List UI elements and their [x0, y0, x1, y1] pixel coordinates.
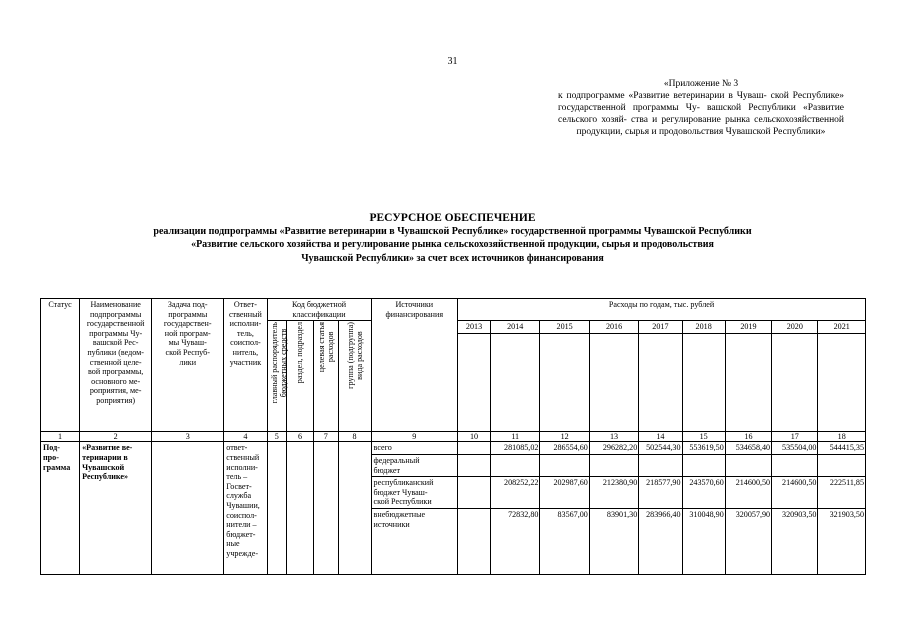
- appendix-line: ства и регулирование рынка сельскохозяйственной: [631, 115, 845, 125]
- header-year-spacer: [458, 333, 491, 431]
- text-line: государственной: [86, 319, 145, 329]
- text-line: Чувашии,: [226, 500, 260, 510]
- value-cell: 72832,80: [491, 508, 540, 574]
- text-line: ной програм-: [164, 328, 211, 338]
- text-line: ственный: [226, 452, 260, 462]
- text-line: всего: [373, 443, 392, 453]
- text-line: раздел, подраздел: [295, 322, 305, 384]
- text-line: вашской Рес-: [92, 338, 139, 348]
- program-responsible: [224, 442, 267, 575]
- text-line: классификации: [292, 309, 346, 319]
- header-sources: [371, 299, 458, 432]
- heading-title: РЕСУРСНОЕ ОБЕСПЕЧЕНИЕ: [369, 212, 536, 224]
- header-year: 2013: [458, 321, 491, 334]
- value-cell: [458, 477, 491, 509]
- funding-source: [371, 477, 458, 509]
- value-cell: 83901,30: [589, 508, 638, 574]
- column-number: 6: [287, 431, 314, 442]
- table-row: [41, 442, 866, 455]
- appendix-line: вашской Республики «Развитие сельского хозяй-: [558, 103, 845, 125]
- text-line: ской Республики: [373, 497, 432, 507]
- text-line: Чувашской: [82, 462, 125, 472]
- header-year: 2016: [589, 321, 638, 334]
- text-line: нители –: [226, 520, 257, 530]
- text-line: теринарии в: [82, 452, 128, 462]
- appendix-title: «Приложение № 3: [663, 79, 739, 89]
- header-year-spacer: [491, 333, 540, 431]
- column-number: 12: [540, 431, 589, 442]
- text-line: подпрограммы: [89, 309, 142, 319]
- header-year: 2014: [491, 321, 540, 334]
- value-cell: 320903,50: [772, 508, 818, 574]
- column-numbers-row: [41, 431, 866, 442]
- text-line: Под-: [43, 443, 60, 453]
- text-line: служба: [226, 491, 252, 501]
- text-line: государствен-: [163, 319, 212, 329]
- header-year: 2019: [725, 321, 771, 334]
- header-year-spacer: [772, 333, 818, 431]
- header-year: 2021: [818, 321, 866, 334]
- header-budget-code: [267, 299, 371, 321]
- header-status: Статус: [41, 299, 80, 432]
- header-year: 2015: [540, 321, 589, 334]
- code-target-item: [313, 442, 338, 575]
- column-number: 14: [639, 431, 682, 442]
- value-cell: 553619,50: [682, 442, 725, 455]
- text-line: бюджетных средств: [278, 328, 288, 398]
- text-line: «Развитие ве-: [82, 443, 133, 453]
- column-number: 11: [491, 431, 540, 442]
- funding-source: [371, 442, 458, 455]
- text-line: главный распорядитель: [269, 322, 279, 404]
- header-year-spacer: [682, 333, 725, 431]
- text-line: ные: [226, 539, 240, 549]
- value-cell: [725, 454, 771, 476]
- text-line: исполни-: [226, 462, 258, 472]
- text-line: Задача под-: [167, 300, 208, 309]
- text-line: соиспол-: [226, 510, 257, 520]
- text-line: ственный: [228, 309, 262, 319]
- header-section: [287, 321, 314, 432]
- value-cell: [491, 454, 540, 476]
- value-cell: 243570,60: [682, 477, 725, 509]
- text-line: учрежде-: [226, 548, 259, 558]
- value-cell: 286554,60: [540, 442, 589, 455]
- text-line: бюджет: [373, 465, 401, 475]
- page-number: 31: [447, 56, 458, 67]
- text-line: тель –: [226, 472, 248, 482]
- column-number: 1: [41, 431, 80, 442]
- appendix-line: к подпрограмме «Развитие ветеринарии в Чуваш-: [558, 91, 767, 101]
- header-budget-manager: [267, 321, 287, 432]
- text-line: Источники: [395, 300, 434, 309]
- text-line: группа (подгруппа): [345, 322, 355, 389]
- header-responsible: [224, 299, 267, 432]
- text-line: внебюджетные: [373, 509, 426, 519]
- text-line: грамма: [43, 462, 71, 472]
- header-year: 2018: [682, 321, 725, 334]
- value-cell: 534658,40: [725, 442, 771, 455]
- funding-source: [371, 454, 458, 476]
- funding-source: [371, 508, 458, 574]
- header-year: 2017: [639, 321, 682, 334]
- text-line: публики (ведом-: [87, 347, 144, 357]
- value-cell: 208252,22: [491, 477, 540, 509]
- code-budget-manager: [267, 442, 287, 575]
- text-line: источники: [373, 519, 410, 529]
- column-number: 16: [725, 431, 771, 442]
- heading-line: Чувашской Республики» за счет всех источников финансирования: [301, 252, 604, 264]
- program-status: [41, 442, 80, 575]
- text-line: нитель,: [232, 347, 259, 357]
- text-line: вида расходов: [354, 331, 364, 380]
- value-cell: 218577,90: [639, 477, 682, 509]
- text-line: соиспол-: [230, 338, 261, 348]
- header-year-spacer: [725, 333, 771, 431]
- header-year-spacer: [540, 333, 589, 431]
- value-cell: [772, 454, 818, 476]
- column-number: 15: [682, 431, 725, 442]
- value-cell: [540, 454, 589, 476]
- column-number: 5: [267, 431, 287, 442]
- column-number: 18: [818, 431, 866, 442]
- header-year-spacer: [818, 333, 866, 431]
- heading-line: «Развитие сельского хозяйства и регулирование рынка сельскохозяйственной продукции, сырья и продовольствия: [191, 239, 714, 251]
- value-cell: [458, 442, 491, 455]
- program-name: [80, 442, 152, 575]
- code-section: [287, 442, 314, 575]
- value-cell: 83567,00: [540, 508, 589, 574]
- text-line: участник: [229, 357, 262, 367]
- value-cell: [639, 454, 682, 476]
- header-task: [152, 299, 224, 432]
- text-line: ской Респуб-: [165, 347, 210, 357]
- column-number: 10: [458, 431, 491, 442]
- value-cell: 321903,50: [818, 508, 866, 574]
- header-expenses: Расходы по годам, тыс. рублей: [458, 299, 866, 321]
- header-year: 2020: [772, 321, 818, 334]
- value-cell: 544415,35: [818, 442, 866, 455]
- column-number: 7: [313, 431, 338, 442]
- value-cell: 296282,20: [589, 442, 638, 455]
- column-number: 9: [371, 431, 458, 442]
- value-cell: [818, 454, 866, 476]
- text-line: ответ-: [226, 443, 248, 453]
- value-cell: 310048,90: [682, 508, 725, 574]
- text-line: вой программы,: [88, 367, 144, 377]
- program-task: [152, 442, 224, 575]
- column-number: 4: [224, 431, 267, 442]
- value-cell: 212380,90: [589, 477, 638, 509]
- value-cell: 222511,85: [818, 477, 866, 509]
- text-line: Ответ-: [233, 300, 257, 309]
- text-line: финансирования: [385, 309, 444, 319]
- appendix-line: ской Республике» государственной программы Чу-: [558, 91, 844, 113]
- text-line: основного ме-: [91, 376, 141, 386]
- value-cell: [589, 454, 638, 476]
- text-line: республиканский: [373, 478, 434, 488]
- text-line: мы Чуваш-: [168, 338, 207, 348]
- appendix-note: [558, 78, 844, 138]
- text-line: расходов: [325, 331, 335, 363]
- value-cell: 283966,40: [639, 508, 682, 574]
- value-cell: [458, 508, 491, 574]
- column-number: 8: [338, 431, 371, 442]
- document-heading: [40, 211, 865, 265]
- value-cell: 281085,02: [491, 442, 540, 455]
- text-line: Код бюджетной: [291, 300, 347, 309]
- text-line: программы Чу-: [89, 328, 143, 338]
- appendix-body: [558, 90, 844, 138]
- resource-table: [40, 298, 866, 575]
- header-expense-group: [338, 321, 371, 432]
- value-cell: 502544,30: [639, 442, 682, 455]
- value-cell: 214600,50: [725, 477, 771, 509]
- text-line: роприятия, ме-: [89, 386, 142, 396]
- text-line: целевая статья: [316, 322, 326, 373]
- value-cell: 202987,60: [540, 477, 589, 509]
- text-line: Госвет-: [226, 481, 252, 491]
- text-line: бюджет Чуваш-: [373, 487, 428, 497]
- text-line: Республике»: [82, 472, 128, 482]
- column-number: 13: [589, 431, 638, 442]
- heading-line: реализации подпрограммы «Развитие ветеринарии в Чувашской Республике» государственной программы Чувашской Республики: [153, 226, 752, 237]
- value-cell: 214600,50: [772, 477, 818, 509]
- text-line: федеральный: [373, 455, 420, 465]
- header-year-spacer: [639, 333, 682, 431]
- text-line: лики: [179, 357, 197, 367]
- code-expense-group: [338, 442, 371, 575]
- text-line: тель,: [236, 328, 254, 338]
- column-number: 3: [152, 431, 224, 442]
- value-cell: 535504,00: [772, 442, 818, 455]
- value-cell: [458, 454, 491, 476]
- value-cell: [682, 454, 725, 476]
- value-cell: 320057,90: [725, 508, 771, 574]
- text-line: бюджет-: [226, 529, 256, 539]
- text-line: роприятия): [96, 395, 136, 405]
- column-number: 2: [80, 431, 152, 442]
- text-line: исполни-: [229, 319, 262, 329]
- header-target-item: [313, 321, 338, 432]
- text-line: программы: [168, 309, 208, 319]
- header-year-spacer: [589, 333, 638, 431]
- appendix-line: продукции, сырья и продовольствия Чувашской: [576, 127, 771, 137]
- column-number: 17: [772, 431, 818, 442]
- text-line: про-: [43, 452, 59, 462]
- header-name: [80, 299, 152, 432]
- appendix-line: Республики»: [773, 127, 826, 137]
- text-line: ственной целе-: [89, 357, 142, 367]
- text-line: Наименование: [90, 300, 141, 309]
